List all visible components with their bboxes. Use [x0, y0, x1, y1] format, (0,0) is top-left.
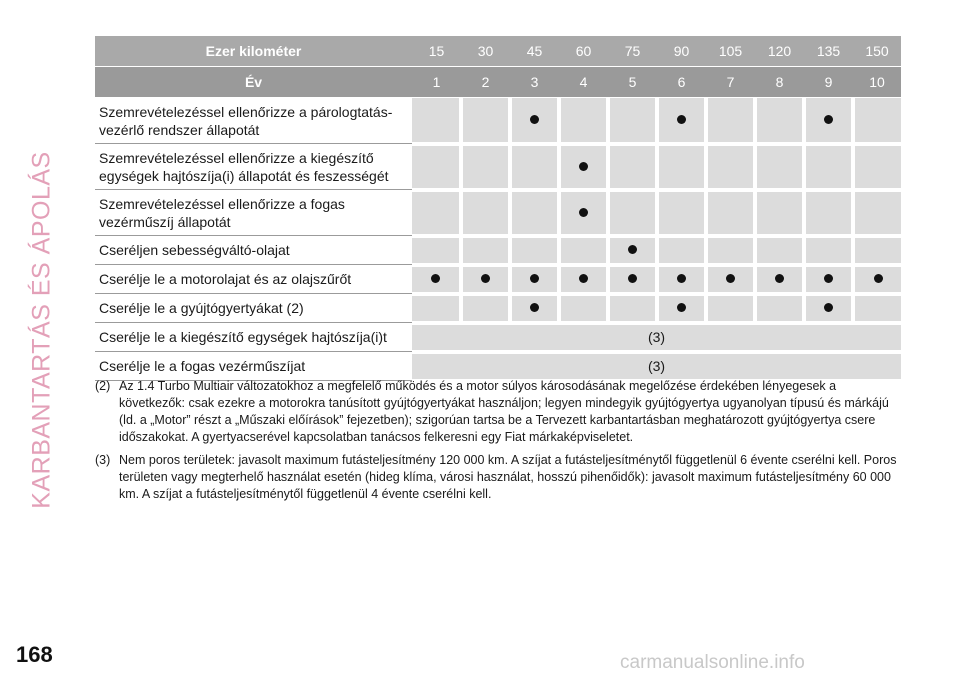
task-label-line: vezérműszíj állapotát	[99, 213, 231, 230]
scheduled-dot-icon	[824, 115, 833, 124]
header-year-cell: 3	[510, 67, 559, 98]
schedule-cell	[461, 98, 510, 144]
scheduled-dot-icon	[431, 274, 440, 283]
span-value-cell: (3)	[412, 323, 901, 352]
task-row	[95, 190, 901, 236]
header-km-cell: 90	[657, 36, 706, 67]
schedule-cell	[412, 98, 461, 144]
schedule-cell	[559, 190, 608, 236]
footnotes	[95, 378, 905, 509]
schedule-cell	[608, 236, 657, 265]
task-label	[95, 98, 412, 144]
schedule-cell	[608, 190, 657, 236]
schedule-cell	[657, 190, 706, 236]
header-year-cell: 8	[755, 67, 804, 98]
span-value-cell: (3)	[412, 352, 901, 381]
header-year-cell: 4	[559, 67, 608, 98]
scheduled-dot-icon	[530, 115, 539, 124]
scheduled-dot-icon	[481, 274, 490, 283]
schedule-cell	[804, 98, 853, 144]
schedule-cell	[461, 265, 510, 294]
task-label-line: Cserélje le a motorolajat és az olajszűrőt	[99, 271, 352, 287]
schedule-cell	[510, 236, 559, 265]
schedule-cell	[853, 265, 901, 294]
schedule-cell	[706, 236, 755, 265]
task-row	[95, 265, 901, 294]
schedule-cell	[412, 294, 461, 323]
schedule-cell	[706, 294, 755, 323]
header-km-cell: 60	[559, 36, 608, 67]
schedule-cell	[657, 98, 706, 144]
schedule-cell	[559, 98, 608, 144]
schedule-cell	[608, 265, 657, 294]
header-year-cell: 9	[804, 67, 853, 98]
footnote-text: Az 1.4 Turbo Multiair változatokhoz a megfelelő működés és a motor súlyos károsodásának megelőzése érdekében lényegesek a következők: csak ezekre a motorokra tanúsított gyújtógyertyákat használjon; legyen mindegyik gyújtógyertya ugyanolyan típusú és márkájú (ld. a „Motor” részt a „Műszaki előírások” fejezetben); szigorúan tartsa be a Tervezett karbantartásban meghatározott gyújtógyertya csere időszakokat. A gyertyacserével kapcsolatban tanácsos felkeresni egy Fiat márkaképviseletet.	[119, 379, 889, 444]
header-km-cell: 105	[706, 36, 755, 67]
schedule-cell	[804, 265, 853, 294]
task-label-line: Cserélje le a gyújtógyertyákat (2)	[99, 300, 304, 316]
footnote-3	[95, 452, 905, 503]
maintenance-schedule-table	[95, 36, 901, 383]
schedule-cell	[657, 265, 706, 294]
task-label	[95, 190, 412, 236]
scheduled-dot-icon	[824, 303, 833, 312]
schedule-cell	[804, 236, 853, 265]
task-label-line: Szemrevételezéssel ellenőrizze a fogas	[99, 195, 345, 212]
schedule-cell	[804, 190, 853, 236]
page-number: 168	[16, 642, 53, 667]
schedule-cell	[804, 294, 853, 323]
task-row	[95, 98, 901, 144]
schedule-cell	[510, 144, 559, 190]
schedule-cell	[510, 294, 559, 323]
schedule-cell	[657, 236, 706, 265]
scheduled-dot-icon	[775, 274, 784, 283]
schedule-cell	[608, 144, 657, 190]
header-km-cell: 15	[412, 36, 461, 67]
schedule-cell	[412, 236, 461, 265]
scheduled-dot-icon	[824, 274, 833, 283]
schedule-cell	[755, 98, 804, 144]
schedule-cell	[412, 144, 461, 190]
schedule-cell	[461, 294, 510, 323]
scheduled-dot-icon	[677, 303, 686, 312]
schedule-cell	[706, 190, 755, 236]
footnote-2	[95, 378, 905, 446]
header-km-cell: 135	[804, 36, 853, 67]
schedule-cell	[608, 98, 657, 144]
header-year-cell: 2	[461, 67, 510, 98]
schedule-cell	[608, 294, 657, 323]
task-label	[95, 236, 412, 265]
header-year-cell: 7	[706, 67, 755, 98]
task-label-line: Szemrevételezéssel ellenőrizze a kiegészítő	[99, 149, 374, 166]
watermark: carmanualsonline.info	[620, 652, 805, 673]
header-row-km	[95, 36, 901, 67]
schedule-cell	[853, 236, 901, 265]
header-year-cell: 6	[657, 67, 706, 98]
schedule-cell	[755, 294, 804, 323]
schedule-cell	[510, 190, 559, 236]
header-year-cell: 1	[412, 67, 461, 98]
scheduled-dot-icon	[874, 274, 883, 283]
scheduled-dot-icon	[677, 274, 686, 283]
schedule-cell	[461, 190, 510, 236]
footnote-number: (3)	[95, 453, 111, 467]
schedule-cell	[657, 294, 706, 323]
schedule-cell	[461, 236, 510, 265]
header-km-cell: 120	[755, 36, 804, 67]
schedule-cell	[755, 236, 804, 265]
scheduled-dot-icon	[530, 303, 539, 312]
schedule-cell	[657, 144, 706, 190]
task-label-line: Szemrevételezéssel ellenőrizze a párologtatás-	[99, 103, 393, 120]
schedule-cell	[559, 294, 608, 323]
header-km-cell: 30	[461, 36, 510, 67]
header-km-cell: 75	[608, 36, 657, 67]
scheduled-dot-icon	[628, 245, 637, 254]
task-row	[95, 236, 901, 265]
schedule-cell	[559, 236, 608, 265]
schedule-cell	[853, 144, 901, 190]
header-year-cell: 5	[608, 67, 657, 98]
header-row-year	[95, 67, 901, 98]
schedule-cell	[804, 144, 853, 190]
header-km-cell: 150	[853, 36, 901, 67]
task-label: Cserélje le a fogas vezérműszíjat	[95, 352, 412, 381]
schedule-cell	[706, 144, 755, 190]
schedule-cell	[853, 294, 901, 323]
schedule-cell	[755, 265, 804, 294]
scheduled-dot-icon	[579, 208, 588, 217]
schedule-cell	[412, 190, 461, 236]
task-row	[95, 323, 901, 352]
scheduled-dot-icon	[677, 115, 686, 124]
scheduled-dot-icon	[579, 274, 588, 283]
schedule-cell	[853, 190, 901, 236]
header-km-cell: 45	[510, 36, 559, 67]
footnote-number: (2)	[95, 379, 111, 393]
task-label-line: vezérlő rendszer állapotát	[99, 121, 260, 138]
scheduled-dot-icon	[530, 274, 539, 283]
schedule-cell	[706, 265, 755, 294]
header-km-label: Ezer kilométer	[95, 36, 412, 67]
schedule-cell	[755, 190, 804, 236]
schedule-cell	[559, 265, 608, 294]
scheduled-dot-icon	[726, 274, 735, 283]
schedule-cell	[755, 144, 804, 190]
task-label	[95, 265, 412, 294]
task-label-line: egységek hajtószíja(i) állapotát és feszességét	[99, 167, 389, 184]
task-row	[95, 352, 901, 381]
task-label	[95, 144, 412, 190]
task-label: Cserélje le a kiegészítő egységek hajtószíja(i)t	[95, 323, 412, 352]
schedule-cell	[853, 98, 901, 144]
footnote-text: Nem poros területek: javasolt maximum futásteljesítmény 120 000 km. A szíjat a futásteljesítménytől függetlenül 6 évente cserélni kell. Poros területen vagy megterhelő használat esetén (hideg klíma, városi használat, hosszú pihenőidők): javasolt maximum futásteljesítmény 60 000 km. A szíjat a futásteljesítménytől függetlenül 4 évente cserélni kell.	[119, 453, 897, 501]
section-title: KARBANTARTÁS ÉS ÁPOLÁS	[27, 151, 56, 509]
scheduled-dot-icon	[579, 162, 588, 171]
schedule-cell	[559, 144, 608, 190]
header-year-cell: 10	[853, 67, 901, 98]
task-row	[95, 144, 901, 190]
scheduled-dot-icon	[628, 274, 637, 283]
schedule-cell	[706, 98, 755, 144]
header-year-label: Év	[95, 67, 412, 98]
task-row	[95, 294, 901, 323]
schedule-cell	[510, 265, 559, 294]
schedule-cell	[461, 144, 510, 190]
schedule-cell	[510, 98, 559, 144]
schedule-cell	[412, 265, 461, 294]
task-label	[95, 294, 412, 323]
task-label-line: Cseréljen sebességváltó-olajat	[99, 242, 290, 258]
